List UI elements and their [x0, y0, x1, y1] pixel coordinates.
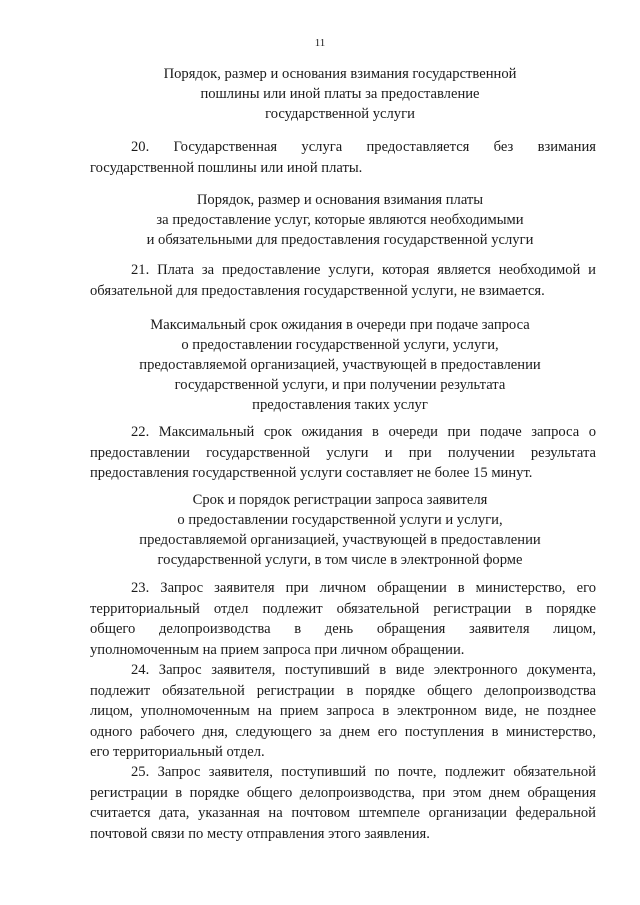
heading-line: Срок и порядок регистрации запроса заявителя — [192, 492, 488, 508]
paragraph-line: почтовой связи по месту отправления этого заявления. — [90, 825, 430, 842]
paragraph-21 — [90, 260, 596, 301]
paragraph-line: территориальный отдел подлежит обязательной регистрации в порядке — [90, 600, 596, 617]
paragraph-22 — [90, 422, 596, 484]
heading-line: Максимальный срок ожидания в очереди при подаче запроса — [150, 317, 530, 333]
paragraph-line: 20. Государственная услуга предоставляется без взимания — [131, 139, 596, 155]
heading-line: о предоставлении государственной услуги и услуги, — [177, 512, 503, 528]
paragraph-line: подлежит обязательной регистрации в порядке общего делопроизводства — [90, 682, 596, 699]
paragraph-line: предоставления государственной услуги составляет не более 15 минут. — [90, 465, 533, 481]
paragraph-25 — [90, 762, 596, 844]
heading-line: Порядок, размер и основания взимания платы — [196, 192, 484, 208]
paragraph-line: 23. Запрос заявителя при личном обращении в министерство, его — [131, 580, 596, 596]
heading-line: и обязательными для предоставления государственной услуги — [146, 232, 534, 248]
paragraph-line: общего делопроизводства в день обращения заявителя лицом, — [90, 621, 596, 637]
heading-line: пошлины или иной платы за предоставление — [200, 86, 480, 102]
paragraph-line: 21. Плата за предоставление услуги, которая является необходимой и — [131, 262, 596, 278]
paragraph-line: регистрации в порядке общего делопроизводства, при этом днем обращения — [90, 784, 596, 801]
paragraph-24 — [90, 660, 596, 763]
heading-line: о предоставлении государственной услуги, услуги, — [181, 337, 499, 353]
heading-line: предоставляемой организацией, участвующей в предоставлении — [139, 357, 541, 373]
paragraph-line: лицом, уполномоченным на прием запроса в электронном виде, не позднее — [90, 703, 596, 719]
heading-line: за предоставление услуг, которые являются необходимыми — [156, 212, 524, 228]
paragraph-line: считается дата, указанная на почтовом штемпеле организации федеральной — [90, 805, 596, 821]
paragraph-line: предоставлении государственной услуги и при получении результата — [90, 444, 596, 461]
heading-line: предоставляемой организацией, участвующей в предоставлении — [139, 532, 541, 548]
paragraph-23 — [90, 578, 596, 660]
paragraph-line: уполномоченным на прием запроса при личном обращении. — [90, 641, 465, 658]
heading-line: предоставления таких услуг — [252, 397, 428, 413]
section-heading-necessary-services-fee — [80, 190, 600, 250]
section-heading-max-waiting-time — [80, 315, 600, 415]
heading-line: государственной услуги — [265, 106, 415, 122]
page-number: 11 — [314, 37, 326, 49]
section-heading-request-registration — [80, 490, 600, 570]
paragraph-line: государственной пошлины или иной платы. — [90, 159, 363, 176]
paragraph-line: обязательной для предоставления государственной услуги, не взимается. — [90, 282, 545, 299]
paragraph-line: одного рабочего дня, следующего за днем его поступления в министерство, — [90, 723, 596, 740]
paragraph-line: 24. Запрос заявителя, поступивший в виде электронного документа, — [131, 662, 596, 678]
section-heading-fee-procedure — [80, 64, 600, 124]
heading-line: Порядок, размер и основания взимания государственной — [163, 66, 517, 82]
paragraph-line: его территориальный отдел. — [90, 744, 265, 760]
paragraph-line: 22. Максимальный срок ожидания в очереди при подаче запроса о — [131, 424, 596, 440]
paragraph-line: 25. Запрос заявителя, поступивший по почте, подлежит обязательной — [131, 764, 596, 780]
heading-line: государственной услуги, в том числе в электронной форме — [157, 552, 523, 568]
paragraph-20 — [90, 137, 596, 178]
heading-line: государственной услуги, и при получении результата — [174, 377, 506, 393]
